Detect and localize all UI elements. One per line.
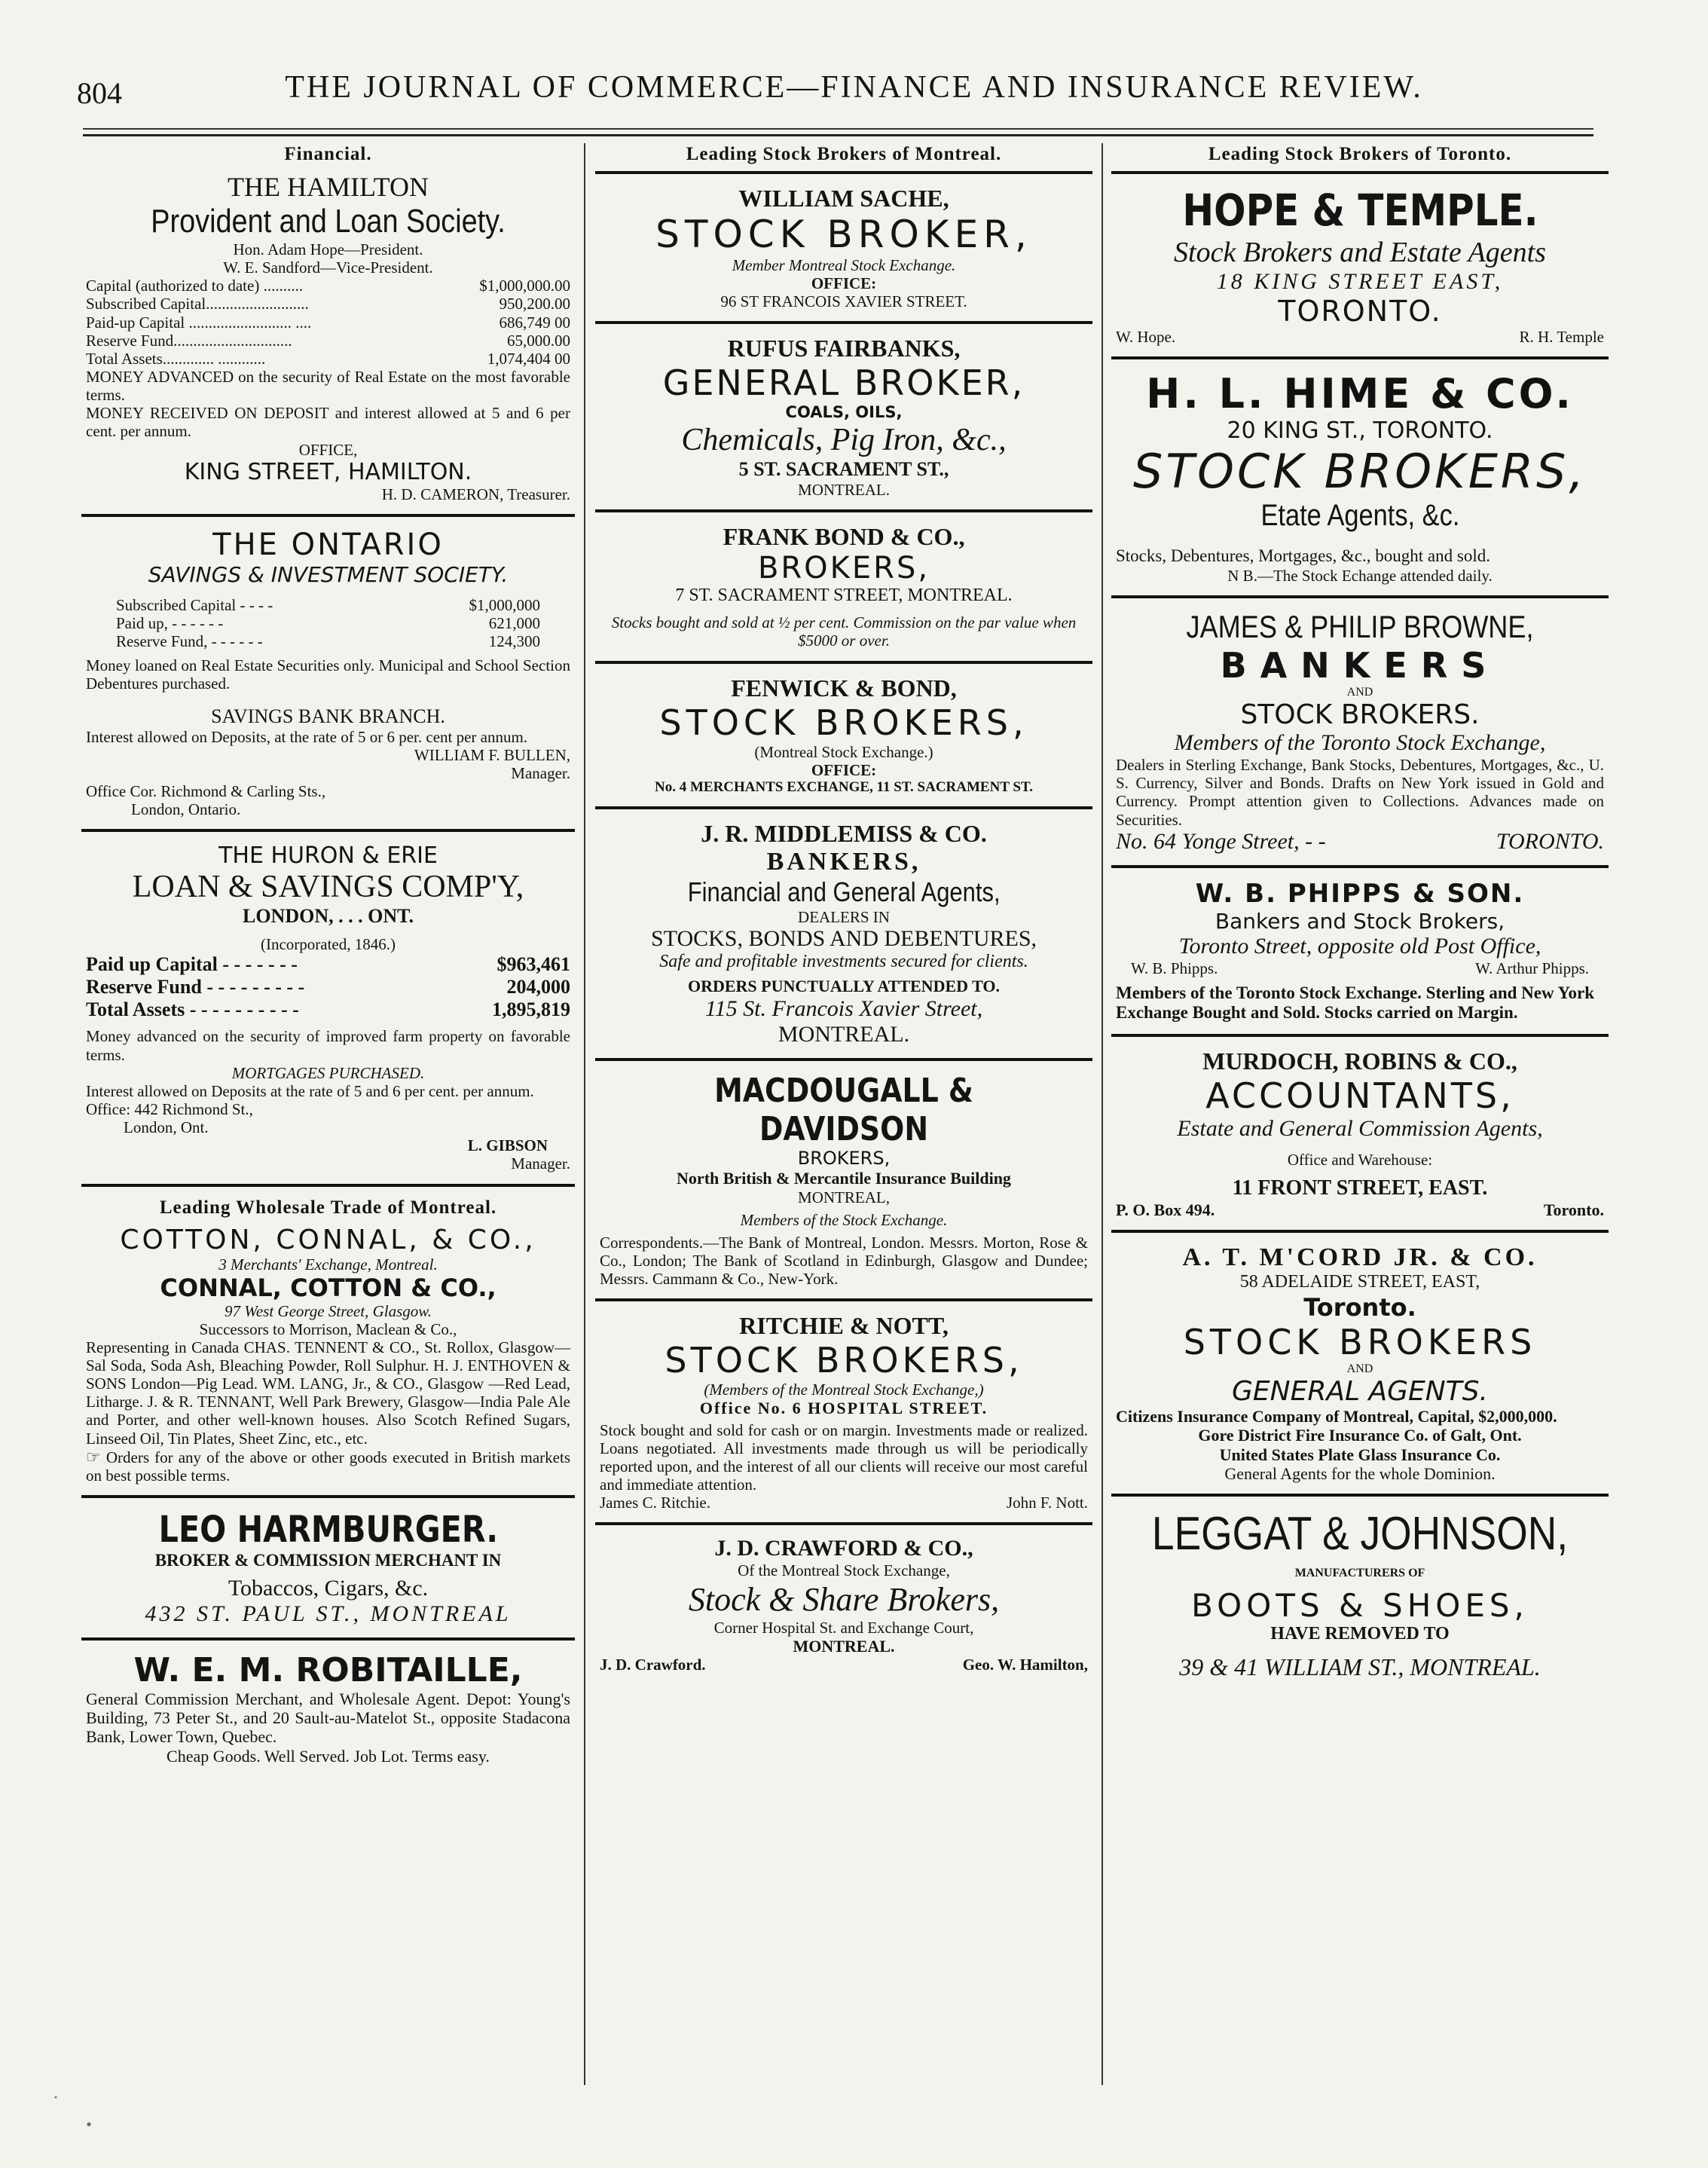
ad-text: OFFICE, [298,440,358,459]
ad-title: THE HURON & ERIE [218,842,438,870]
ad-signature: H. D. CAMERON, Treasurer. [381,485,570,503]
ad-address: London, Ontario. [131,800,241,819]
ad-william-sache [600,185,1088,310]
divider [595,509,1092,512]
ad-role: Estate and General Commission Agents, [1177,1115,1543,1141]
print-speckle [23,2070,188,2160]
ad-role: BROKERS, [797,1147,891,1169]
ad-hamilton-provident [86,171,570,503]
ad-text: Money advanced on the security of improved farm property on favorable terms. [86,1027,570,1064]
ad-robitaille [86,1651,570,1766]
ad-address: KING STREET, HAMILTON. [184,458,472,485]
divider [1111,1034,1609,1037]
ad-address: 7 ST. SACRAMENT STREET, MONTREAL. [675,585,1013,605]
ad-hope-temple [1116,185,1604,346]
ad-title: SAVINGS & INVESTMENT SOCIETY. [148,561,509,587]
ad-role: STOCK BROKERS, [1132,444,1587,500]
ad-signatures: W. Hope. R. H. Temple [1116,328,1604,346]
ad-role: STOCK BROKERS, [665,1340,1023,1381]
ad-address: 3 Merchants' Exchange, Montreal. [218,1255,438,1274]
figure-row: Reserve Fund.............................. 65,000.00 [86,331,570,350]
figure-row: Subscribed Capital.......................... 950,200.00 [86,295,570,313]
column-middle [595,139,1092,1674]
ad-address: 11 FRONT STREET, EAST. [1232,1176,1488,1200]
ad-signatures: P. O. Box 494. Toronto. [1116,1200,1604,1219]
divider [595,321,1092,324]
ad-signature-title: Manager. [511,763,570,782]
divider [81,829,575,832]
ad-role: Bankers and Stock Brokers, [1215,908,1505,934]
ad-crawford [600,1536,1088,1674]
ad-text: OFFICE: [811,274,877,293]
ad-address: 39 & 41 WILLIAM ST., MONTREAL. [1179,1653,1541,1681]
ad-text: Stocks bought and sold at ½ per cent. Commission on the par value when $5000 or over. [611,613,1077,650]
ad-text: Chemicals, Pig Iron, &c., [681,422,1007,457]
section-heading: Leading Stock Brokers of Montreal. [686,144,1002,164]
ad-role: GENERAL BROKER, [662,362,1025,404]
section-heading: Financial. [284,144,372,164]
ad-fenwick-bond [600,674,1088,796]
ad-ritchie-nott [600,1312,1088,1512]
ad-text: DEALERS IN [798,907,890,926]
ad-role: STOCK BROKERS [1183,1321,1537,1362]
ad-title: RITCHIE & NOTT, [739,1312,949,1340]
column-divider [1101,143,1103,2085]
ad-title: W. B. PHIPPS & SON. [1195,878,1525,909]
ad-text: (Montreal Stock Exchange.) [754,742,933,761]
ad-role: Financial and General Agents, [687,876,1001,907]
figure-row: Paid-up Capital .......................... .... 686,749 00 [86,313,570,332]
column-right [1111,139,1609,1681]
ad-role: Stock Brokers and Estate Agents [1174,237,1546,268]
divider [81,514,575,517]
ad-address: 96 ST FRANCOIS XAVIER STREET. [720,292,967,311]
ad-text: Interest allowed on Deposits, at the rate of 5 or 6 per. cent per annum. [86,727,528,746]
divider [595,1298,1092,1301]
divider [595,1058,1092,1061]
ad-role: BOOTS & SHOES, [1191,1586,1529,1624]
figure-row: Reserve Fund, - - - - - - 124,300 [116,632,540,651]
ad-officer: Hon. Adam Hope—President. [233,240,423,258]
pointing-hand-icon: ☞ [86,1447,101,1466]
ad-signatures: W. B. Phipps. W. Arthur Phipps. [1131,959,1589,977]
header-rule [83,128,1593,130]
divider [1111,595,1609,598]
ad-title: LOAN & SAVINGS COMP'Y, [132,870,524,905]
ad-title: COTTON, CONNAL, & CO., [120,1224,536,1255]
ad-text: Members of the Stock Exchange. [740,1210,948,1229]
ad-text: General Commission Merchant, and Wholesale Agent. Depot: Young's Building, 73 Peter St., and 20 Sault-au-Matelot St., opposite Stadacona Bank, Lower Town, Quebec. [86,1689,570,1747]
ad-address: No. 4 MERCHANTS EXCHANGE, 11 ST. SACRAMENT ST. [655,778,1033,795]
divider [1111,1230,1609,1233]
ad-title: MURDOCH, ROBINS & CO., [1202,1047,1517,1075]
ad-text: Gore District Fire Insurance Co. of Galt, Ont. [1198,1426,1522,1445]
ad-text: United States Plate Glass Insurance Co. [1219,1445,1501,1464]
divider [595,806,1092,809]
ad-ontario-savings [86,527,570,818]
divider [595,171,1092,174]
ad-address: 18 KING STREET EAST, [1216,269,1504,294]
journal-title: THE JOURNAL OF COMMERCE—FINANCE AND INSURANCE REVIEW. [285,70,1423,105]
ad-title: J. D. CRAWFORD & CO., [714,1536,973,1561]
ad-text: Successors to Morrison, Maclean & Co., [199,1319,457,1338]
figure-row: Reserve Fund - - - - - - - - - 204,000 [86,976,570,998]
ad-text: MANUFACTURERS OF [1294,1567,1425,1580]
ad-text: Member Montreal Stock Exchange. [732,256,956,274]
ad-phipps [1116,879,1604,1023]
ad-city: Toronto. [1303,1292,1416,1322]
ad-text: Stock bought and sold for cash or on margin. Investments made or realized. Loans negotiated. All investments made through us will be periodically reported upon, and the interest of all our clients will receive our most careful and immediate attention. [600,1420,1088,1494]
ad-text: Representing in Canada CHAS. TENNENT & CO., St. Rollox, Glasgow—Sal Soda, Soda Ash, Bleaching Powder, Roll Sulphur. H. J. ENTHOVEN & SONS London—Pig Lead. WM. LANG, Jr., & CO., Glasgow —Red Lead, Litharge. J. & R. TENNANT, Well Park Brewery, Glasgow—India Pale Ale and Porter, and other well-known houses. Also Scotch Refined Sugars, Linseed Oil, Tin Plates, Sheet Zinc, etc., etc. [86,1338,570,1448]
ad-title: W. E. M. ROBITAILLE, [133,1650,523,1689]
ad-title: LEO HARMBURGER. [158,1509,498,1552]
figure-row: Paid up Capital - - - - - - - $963,461 [86,953,570,976]
ad-text: Members of the Toronto Stock Exchange. Sterling and New York Exchange Bought and Sold. Stocks carried on Margin. [1116,983,1595,1023]
page-number: 804 [77,76,122,110]
ad-text: ORDERS PUNCTUALLY ATTENDED TO. [687,977,1001,996]
ad-title: HOPE & TEMPLE. [1181,185,1538,236]
ad-address: North British & Mercantile Insurance Building [677,1169,1011,1188]
ad-text: Correspondents.—The Bank of Montreal, London. Messrs. Morton, Rose & Co., London; The Bank of Scotland in Edinburgh, Glasgow and Dundee; Messrs. Cammann & Co., New-York. [600,1233,1088,1289]
ad-title: A. T. M'CORD JR. & CO. [1182,1243,1538,1272]
figure-row: Total Assets - - - - - - - - - - 1,895,819 [86,998,570,1021]
ad-signatures: J. D. Crawford. Geo. W. Hamilton, [600,1656,1088,1674]
divider [1111,171,1609,174]
column-left [81,139,575,1766]
ad-role: STOCK BROKERS, [659,702,1028,743]
ad-role: STOCK BROKER, [655,213,1032,256]
ad-macdougall-davidson [600,1072,1088,1289]
ad-city: LONDON, . . . ONT. [242,905,414,928]
ad-address: Office Cor. Richmond & Carling Sts., [86,781,326,800]
ad-middlemiss [600,820,1088,1047]
ad-text: Citizens Insurance Company of Montreal, Capital, $2,000,000. [1116,1407,1557,1426]
ad-text: ☞ Orders for any of the above or other goods executed in British markets on best possible terms. [86,1447,570,1485]
header-rule-thick [83,134,1593,136]
ad-title: WILLIAM SACHE, [738,185,949,212]
ad-title: THE HAMILTON [228,172,429,202]
ad-address: 58 ADELAIDE STREET, EAST, [1239,1272,1480,1292]
ad-role: ACCOUNTANTS, [1205,1075,1514,1116]
ad-signature-title: Manager. [511,1154,570,1173]
ad-text: Money loaned on Real Estate Securities only. Municipal and School Section Debentures purchased. [86,656,570,693]
ad-text: Cheap Goods. Well Served. Job Lot. Terms easy. [167,1746,490,1766]
ad-browne [1116,609,1604,855]
ad-frank-bond [600,523,1088,650]
ad-officer: W. E. Sandford—Vice-President. [223,258,433,277]
ad-subheading: SAVINGS BANK BRANCH. [211,705,445,727]
ad-address: London, Ont. [124,1118,209,1137]
ad-address: Office No. 6 HOSPITAL STREET. [699,1399,988,1418]
ad-address: Corner Hospital St. and Exchange Court, [713,1618,974,1637]
ad-title: FRANK BOND & CO., [723,522,965,550]
divider [81,1184,575,1187]
ad-leggat-johnson [1116,1507,1604,1681]
figure-row: Capital (authorized to date) .......... $1,000,000.00 [86,277,570,295]
ad-address: No. 64 Yonge Street, - - TORONTO. [1116,828,1604,854]
ad-text: Of the Montreal Stock Exchange, [738,1561,950,1580]
ad-role: BANKERS, [766,847,921,876]
ad-title: MACDOUGALL & DAVIDSON [714,1071,973,1148]
section-heading: Leading Stock Brokers of Toronto. [1208,144,1512,164]
ad-role: GENERAL AGENTS. [1232,1376,1488,1408]
ad-signature: WILLIAM F. BULLEN, [414,745,570,764]
ad-address: 20 KING ST., TORONTO. [1227,417,1493,445]
divider [595,1522,1092,1525]
ad-text: Dealers in Sterling Exchange, Bank Stocks, Debentures, Mortgages, &c., U. S. Currency, Silver and Bonds. Drafts on New York issued in Gold and Currency. Prompt attention given to Collections. Advances made on Securities. [1116,756,1604,829]
section-heading: Leading Wholesale Trade of Montreal. [159,1197,497,1218]
divider [81,1495,575,1498]
ad-title: H. L. HIME & CO. [1146,370,1574,418]
ad-text: Stocks, Debentures, Mortgages, &c., bought and sold. [1116,546,1490,566]
ad-title: FENWICK & BOND, [731,674,957,702]
ad-title: RUFUS FAIRBANKS, [727,335,961,362]
ad-text: General Agents for the whole Dominion. [1224,1464,1496,1483]
ad-text: MONEY RECEIVED ON DEPOSIT and interest allowed at 5 and 6 per cent. per annum. [86,404,570,441]
column-divider [584,143,585,2085]
ad-city: MONTREAL. [778,1021,910,1047]
ad-text: N B.—The Stock Echange attended daily. [1227,566,1493,585]
ad-text: AND [1346,1362,1373,1375]
ad-role: Stock & Share Brokers, [688,1580,1000,1618]
ad-text: COALS, OILS, [785,403,903,422]
ad-text: Interest allowed on Deposits at the rate of 5 and 6 per cent. per annum. [86,1081,534,1100]
ad-text: Members of the Toronto Stock Exchange, [1174,730,1546,756]
ad-city: MONTREAL. [798,480,890,499]
ad-text: Tobaccos, Cigars, &c. [228,1575,429,1601]
ad-role: BROKERS, [757,550,930,586]
ad-text: (Members of the Montreal Stock Exchange,) [704,1381,984,1399]
ad-address: 115 St. Francois Xavier Street, [704,995,983,1021]
ad-role: BANKERS [1220,644,1500,686]
ad-address: 97 West George Street, Glasgow. [225,1301,432,1320]
divider [595,661,1092,664]
ad-rufus-fairbanks [600,335,1088,498]
figure-row: Subscribed Capital - - - - $1,000,000 [116,595,540,614]
ad-text: Safe and profitable investments secured for clients. [659,951,1028,971]
divider [81,1637,575,1641]
figure-row: Total Assets............. ............ 1,074,404 00 [86,349,570,368]
ad-signatures: James C. Ritchie. John F. Nott. [600,1494,1088,1512]
ad-murdoch-robins [1116,1047,1604,1219]
ad-address: 5 ST. SACRAMENT ST., [738,457,949,480]
ad-role: STOCK BROKERS. [1240,699,1480,731]
ad-text: MORTGAGES PURCHASED. [231,1063,425,1082]
ad-title: J. R. MIDDLEMISS & CO. [701,819,987,847]
ad-city: MONTREAL. [793,1636,895,1656]
ad-address: Toronto Street, opposite old Post Office, [1178,933,1541,959]
ad-role: Etate Agents, &c. [1260,499,1459,533]
ad-subheading: BROKER & COMMISSION MERCHANT IN [154,1551,502,1570]
ad-address: 432 ST. PAUL ST., MONTREAL [145,1601,512,1626]
ad-title: CONNAL, COTTON & CO., [160,1273,497,1302]
ad-city: TORONTO. [1278,295,1442,328]
ad-text: HAVE REMOVED TO [1270,1623,1450,1644]
ad-text: MONEY ADVANCED on the security of Real Estate on the most favorable terms. [86,367,570,405]
ad-title: JAMES & PHILIP BROWNE, [1186,608,1534,644]
ad-title: Provident and Loan Society. [151,203,506,240]
ad-city: MONTREAL, [798,1188,890,1206]
ad-hime [1116,370,1604,585]
ad-huron-erie [86,842,570,1173]
ad-title: LEGGAT & JOHNSON, [1151,1508,1569,1561]
ad-address: Office: 442 Richmond St., [86,1099,253,1118]
divider [1111,356,1609,359]
ad-mccord [1116,1243,1604,1483]
ad-cotton-connal [86,1225,570,1485]
ad-text: STOCKS, BONDS AND DEBENTURES, [650,925,1037,951]
ad-text: (Incorporated, 1846.) [260,935,396,954]
divider [1111,1494,1609,1497]
divider [1111,865,1609,868]
ad-text: AND [1346,685,1373,699]
ad-leo-harmburger [86,1509,570,1626]
ad-text: OFFICE: [811,760,877,779]
ad-signature: L. GIBSON [467,1136,548,1155]
figure-row: Paid up, - - - - - - 621,000 [116,613,540,632]
ad-text: Office and Warehouse: [1287,1150,1433,1169]
ad-title: THE ONTARIO [212,527,444,562]
